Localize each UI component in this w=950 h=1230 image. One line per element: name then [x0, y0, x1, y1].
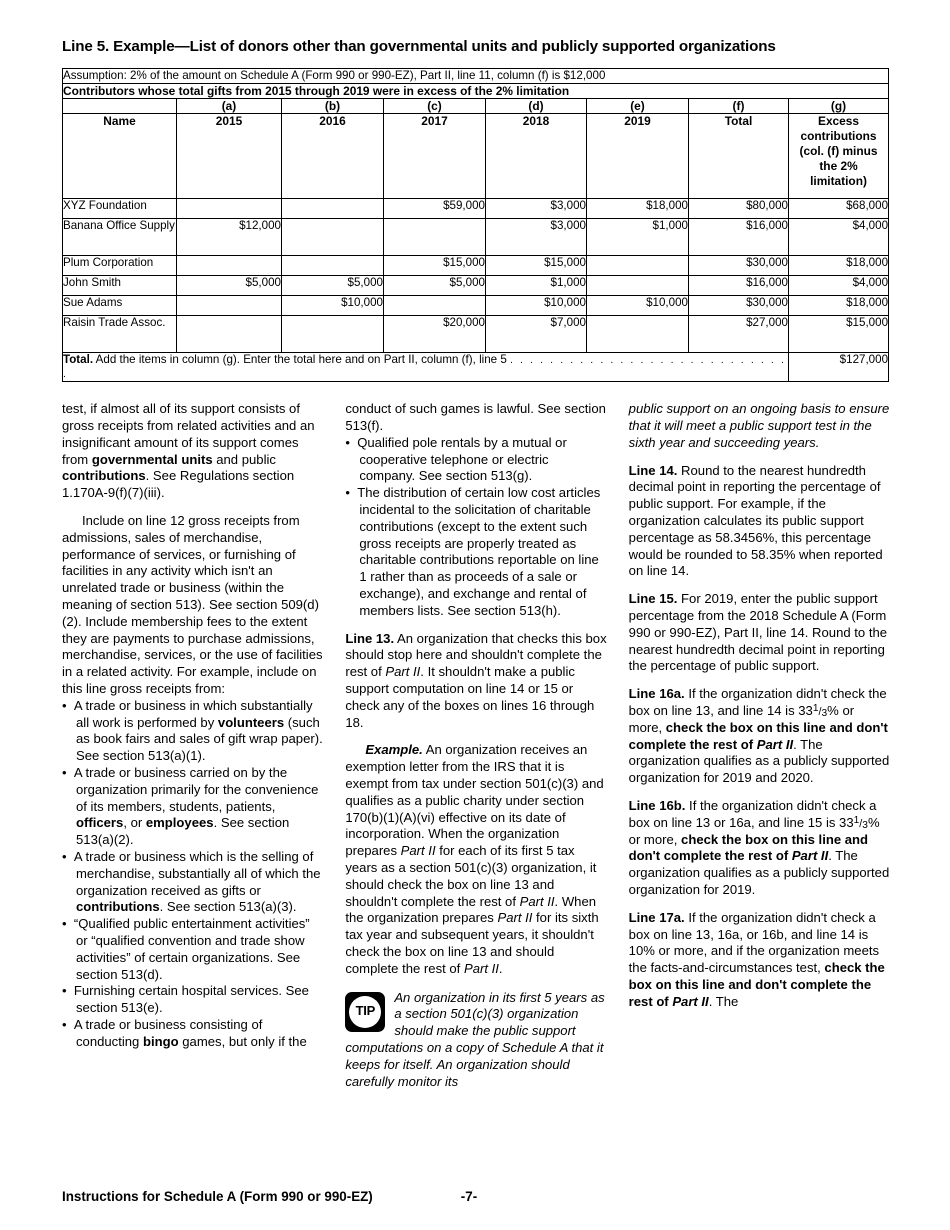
total-label	[63, 353, 789, 382]
table-row	[63, 199, 889, 219]
paragraph-lawful-games: conduct of such games is lawful. See section 513(f).	[345, 401, 606, 434]
tip-callout	[345, 990, 606, 1091]
col-header-total: Total	[689, 114, 789, 199]
col-letter-b: (b)	[282, 99, 384, 114]
donor-name: Banana Office Supply	[63, 219, 177, 256]
tip-text: An organization in its first 5 years as a section 501(c)(3) organization should make the public support computations on a copy of Schedule A that it keeps for itself. An organization should carefully monitor its	[345, 989, 605, 1089]
p1-part-c: and public	[212, 451, 276, 467]
line16b-part-a: If the organization didn't check a box on line 13 or 16a, and line 15 is 33	[628, 797, 877, 830]
line15-text: For 2019, enter the public support percentage from the 2018 Schedule A (Form 990 or 990-EZ), Part II, line 14. Round to the nearest hundredth decimal point in reporting the percentage of public support.	[628, 591, 888, 674]
line-16b-label: Line 16b.	[628, 797, 686, 813]
line16a-part-a: If the organization didn't check the box on line 13, and line 14 is 33	[628, 686, 887, 718]
paragraph-line12-receipts: Include on line 12 gross receipts from admissions, sales of merchandise, performance of services, or furnishing of facilities in any activity which isn't an unrelated trade or business (within the meaning of section 513). See section 509(d)(2). Include membership fees to the extent they are payments to purchase admissions, merchandise, services, or the use of facilities in a related activity. For example, include on this line gross receipts from:	[62, 513, 323, 696]
example-part-ii-1: Part II	[400, 843, 436, 859]
donor-2017: $5,000	[384, 276, 486, 296]
b6-bingo: bingo	[142, 1033, 179, 1049]
col-letter-e: (e)	[587, 99, 689, 114]
line-17a-label: Line 17a.	[628, 909, 685, 925]
donor-name: XYZ Foundation	[63, 199, 177, 219]
col-letter-c: (c)	[384, 99, 486, 114]
frac-denominator: 3	[862, 819, 868, 831]
page-footer	[62, 1189, 890, 1204]
excess-line-1: Excess	[818, 114, 860, 129]
text-column-1	[62, 401, 323, 1090]
donor-name: Sue Adams	[63, 296, 177, 316]
donor-2017: $59,000	[384, 199, 486, 219]
b2-part-b: , or	[123, 815, 146, 831]
donor-2019	[587, 256, 689, 276]
paragraph-line-13	[345, 631, 606, 732]
donor-2015	[177, 199, 282, 219]
b3-part-a: A trade or business which is the selling of merchandise, substantially all of which the organization received as gifts or	[73, 848, 321, 898]
footer-page-number: -7-	[460, 1189, 478, 1204]
paragraph-line-14	[629, 463, 890, 581]
donor-2016: $5,000	[282, 276, 384, 296]
bullet-pole-rentals: • Qualified pole rentals by a mutual or cooperative telephone or electric company. See section 513(g).	[345, 435, 606, 485]
col-letter-blank	[63, 99, 177, 114]
table-row	[63, 256, 889, 276]
donor-name: Plum Corporation	[63, 256, 177, 276]
col-header-2018: 2018	[486, 114, 587, 199]
donor-2019	[587, 316, 689, 353]
donor-excess: $18,000	[789, 296, 889, 316]
example-part-ii-4: Part II	[463, 960, 499, 976]
line17a-bold-instruction: check the box on this line and don't complete the rest of	[628, 960, 885, 1009]
tip-icon-label: TIP	[355, 1003, 375, 1019]
donor-total: $80,000	[689, 199, 789, 219]
donor-2019: $1,000	[587, 219, 689, 256]
col-header-name: Name	[63, 114, 177, 199]
donor-excess: $18,000	[789, 256, 889, 276]
col-header-2015: 2015	[177, 114, 282, 199]
line17a-part-b: . The	[708, 993, 739, 1009]
line16b-part-c: . The organization qualifies as a publicly supported organization for 2019.	[628, 848, 890, 897]
excess-line-4: the 2%	[819, 159, 858, 174]
bullet-convenience	[62, 765, 323, 849]
line16b-part-b: % or more,	[628, 814, 880, 847]
bullet-low-cost-articles: • The distribution of certain low cost articles incidental to the solicitation of charitable contributions (except to the extent such gross receipts are properly treated as charitable contributions reportable on line 1 rather than as proceeds of a sale or exchange), and exchange and rental of members lists. See section 513(h).	[345, 485, 606, 619]
example-part-a: An organization receives an exemption letter from the IRS that it is exempt from tax under section 501(c)(3) and qualifies as a public charity under section 170(b)(1)(A)(vi) effective on its date of incorporation. When the organization prepares	[345, 742, 604, 859]
table-row	[63, 296, 889, 316]
assumption-text: Assumption: 2% of the amount on Schedule A (Form 990 or 990-EZ), Part II, line 11, column (f) is $12,000	[63, 69, 889, 84]
example-part-ii-2: Part II	[519, 893, 555, 909]
donor-2016	[282, 256, 384, 276]
contributors-caption-row	[63, 84, 889, 99]
b1-part-b: (such as book fairs and sales of gift wrap paper). See section 513(a)(1).	[76, 714, 323, 764]
table-row	[63, 316, 889, 353]
bullet-entertainment: • “Qualified public entertainment activities” or “qualified convention and trade show activities” of certain organizations. See section 513(d).	[62, 916, 323, 983]
donor-2016	[282, 199, 384, 219]
donor-total: $30,000	[689, 256, 789, 276]
b3-contributions: contributions	[76, 899, 160, 915]
contributors-caption: Contributors whose total gifts from 2015 through 2019 were in excess of the 2% limitation	[63, 84, 889, 99]
example-label: Example.	[365, 742, 423, 758]
col-letter-a: (a)	[177, 99, 282, 114]
frac-denominator: 3	[821, 707, 828, 719]
donor-total: $27,000	[689, 316, 789, 353]
total-amount: $127,000	[789, 353, 889, 382]
b3-part-b: . See section 513(a)(3).	[159, 899, 297, 915]
frac-slash: /	[859, 817, 863, 830]
bullet-volunteers	[62, 698, 323, 765]
donor-excess: $4,000	[789, 219, 889, 256]
b6-part-b: games, but only if the	[178, 1033, 307, 1049]
b2-part-a: A trade or business carried on by the organization primarily for the convenience of its members, students, patients,	[73, 764, 319, 814]
p1-part-a: test, if almost all of its support consists of gross receipts from related activities and an insignificant amount of its support comes from	[62, 401, 315, 467]
line13-part-ii-1: Part II	[385, 664, 421, 680]
column-header-row	[63, 114, 889, 199]
paragraph-line-17a	[629, 910, 890, 1011]
col-letter-g: (g)	[789, 99, 889, 114]
total-bold-label: Total.	[63, 353, 94, 367]
frac-numerator: 1	[812, 703, 819, 715]
leader-dots: . . . . . . . . . . . . . . . . . . . . . . . . . . . . .	[63, 354, 786, 381]
total-row	[63, 353, 889, 382]
column-letter-row	[63, 99, 889, 114]
donor-2018: $3,000	[486, 219, 587, 256]
donor-name: Raisin Trade Assoc.	[63, 316, 177, 353]
footer-title: Instructions for Schedule A (Form 990 or 990-EZ)	[62, 1189, 373, 1204]
donor-2016	[282, 316, 384, 353]
donor-2018: $15,000	[486, 256, 587, 276]
excess-line-3: (col. (f) minus	[799, 144, 878, 159]
donor-2017: $20,000	[384, 316, 486, 353]
col-header-2017: 2017	[384, 114, 486, 199]
bullet-bingo	[62, 1017, 323, 1051]
donor-2018: $3,000	[486, 199, 587, 219]
table-row	[63, 219, 889, 256]
frac-numerator: 1	[853, 814, 860, 826]
line-15-label: Line 15.	[628, 591, 678, 607]
donor-example-table	[62, 68, 889, 382]
col-header-2019: 2019	[587, 114, 689, 199]
tip-icon	[345, 992, 385, 1032]
line14-text: Round to the nearest hundredth decimal point in reporting the percentage of public support. For example, if the organization calculates its public support percentage as 58.3456%, this percentage would be rounded to 58.35% when reported on line 14.	[628, 462, 883, 579]
paragraph-line-15	[629, 591, 890, 675]
line-14-label: Line 14.	[628, 462, 678, 478]
line16b-bold-instruction: check the box on this line and don't complete the rest of	[628, 831, 869, 864]
donor-2017	[384, 296, 486, 316]
total-label-rest: Add the items in column (g). Enter the total here and on Part II, column (f), line 5	[93, 353, 511, 367]
line16b-part-ii: Part II	[791, 848, 829, 864]
frac-slash: /	[818, 705, 822, 718]
paragraph-support-test	[62, 401, 323, 502]
donor-excess: $4,000	[789, 276, 889, 296]
b6-part-a: A trade or business consisting of conducting	[73, 1016, 263, 1049]
line-13-label: Line 13.	[345, 630, 395, 646]
bullet-hospital: • Furnishing certain hospital services. See section 513(e).	[62, 983, 323, 1017]
line16a-part-c: . The organization qualifies as a publicly supported organization for 2019 and 2020.	[628, 736, 890, 786]
paragraph-tip-continuation: public support on an ongoing basis to ensure that it will meet a public support test in the sixth year and succeeding years.	[628, 401, 890, 450]
donor-2015	[177, 316, 282, 353]
example-part-b: for each of its first 5 tax years as a section 501(c)(3) organization, it should check the box on line 13 and shouldn't complete the rest of	[345, 843, 597, 909]
line13-part-b: . It shouldn't make a public support computation on line 14 or 15 or check any of the boxes on lines 16 through 18.	[345, 664, 595, 730]
donor-2016: $10,000	[282, 296, 384, 316]
text-column-3	[629, 401, 890, 1090]
col-letter-f: (f)	[689, 99, 789, 114]
table-row	[63, 276, 889, 296]
col-header-2016: 2016	[282, 114, 384, 199]
body-columns	[62, 401, 890, 1090]
donor-excess: $15,000	[789, 316, 889, 353]
bullet-merchandise	[62, 849, 323, 916]
donor-total: $16,000	[689, 276, 789, 296]
donor-excess: $68,000	[789, 199, 889, 219]
donor-2019: $10,000	[587, 296, 689, 316]
line17a-part-ii: Part II	[672, 993, 709, 1009]
example-part-d: for its sixth tax year and subsequent years, it shouldn't check the box on line 13 and should complete the rest of	[345, 910, 599, 976]
excess-line-5: limitation)	[810, 173, 867, 188]
donor-2016	[282, 219, 384, 256]
line13-part-a: An organization that checks this box should stop here and shouldn't complete the rest of	[345, 630, 607, 680]
excess-line-2: contributions	[800, 129, 877, 144]
donor-total: $16,000	[689, 219, 789, 256]
donor-2015	[177, 256, 282, 276]
line16a-part-b: % or more,	[628, 702, 855, 735]
b1-volunteers: volunteers	[217, 714, 285, 730]
paragraph-example	[345, 742, 606, 977]
donor-total: $30,000	[689, 296, 789, 316]
line-16a-label: Line 16a.	[628, 686, 685, 702]
page-title: Line 5. Example—List of donors other than governmental units and publicly supported organizations	[62, 38, 776, 55]
b2-part-c: . See section 513(a)(2).	[76, 815, 290, 848]
col-letter-d: (d)	[486, 99, 587, 114]
line16a-bold-instruction: check the box on this line and don't complete the rest of	[628, 719, 888, 752]
paragraph-line-16b	[629, 798, 890, 899]
donor-name: John Smith	[63, 276, 177, 296]
example-part-e: .	[498, 960, 503, 976]
col-header-excess	[789, 114, 889, 199]
donor-2015: $12,000	[177, 219, 282, 256]
donor-2018: $1,000	[486, 276, 587, 296]
donor-2018: $10,000	[486, 296, 587, 316]
donor-2015: $5,000	[177, 276, 282, 296]
donor-2017	[384, 219, 486, 256]
b1-part-a: A trade or business in which substantially all work is performed by	[73, 697, 313, 730]
example-part-ii-3: Part II	[497, 910, 533, 926]
paragraph-line-16a	[629, 686, 890, 787]
donor-2015	[177, 296, 282, 316]
p1-part-e: . See Regulations section 1.170A-9(f)(7)(iii).	[62, 468, 295, 501]
text-column-2	[345, 401, 606, 1090]
donor-2019	[587, 276, 689, 296]
p1-governmental-units: governmental units	[91, 451, 213, 467]
assumption-row	[63, 69, 889, 84]
b2-officers: officers	[76, 815, 124, 831]
donor-2018: $7,000	[486, 316, 587, 353]
fraction-one-third	[853, 814, 868, 831]
donor-2017: $15,000	[384, 256, 486, 276]
p1-contributions: contributions	[62, 468, 146, 484]
example-part-c: . When the organization prepares	[345, 893, 597, 926]
line16a-part-ii: Part II	[756, 736, 794, 752]
fraction-one-third	[812, 703, 828, 719]
line17a-part-a: If the organization didn't check a box on line 13, 16a, or 16b, and line 14 is 10% or more, and if the organization meets the facts-and-circumstances test,	[628, 909, 880, 976]
b2-employees: employees	[145, 815, 214, 831]
donor-2019: $18,000	[587, 199, 689, 219]
